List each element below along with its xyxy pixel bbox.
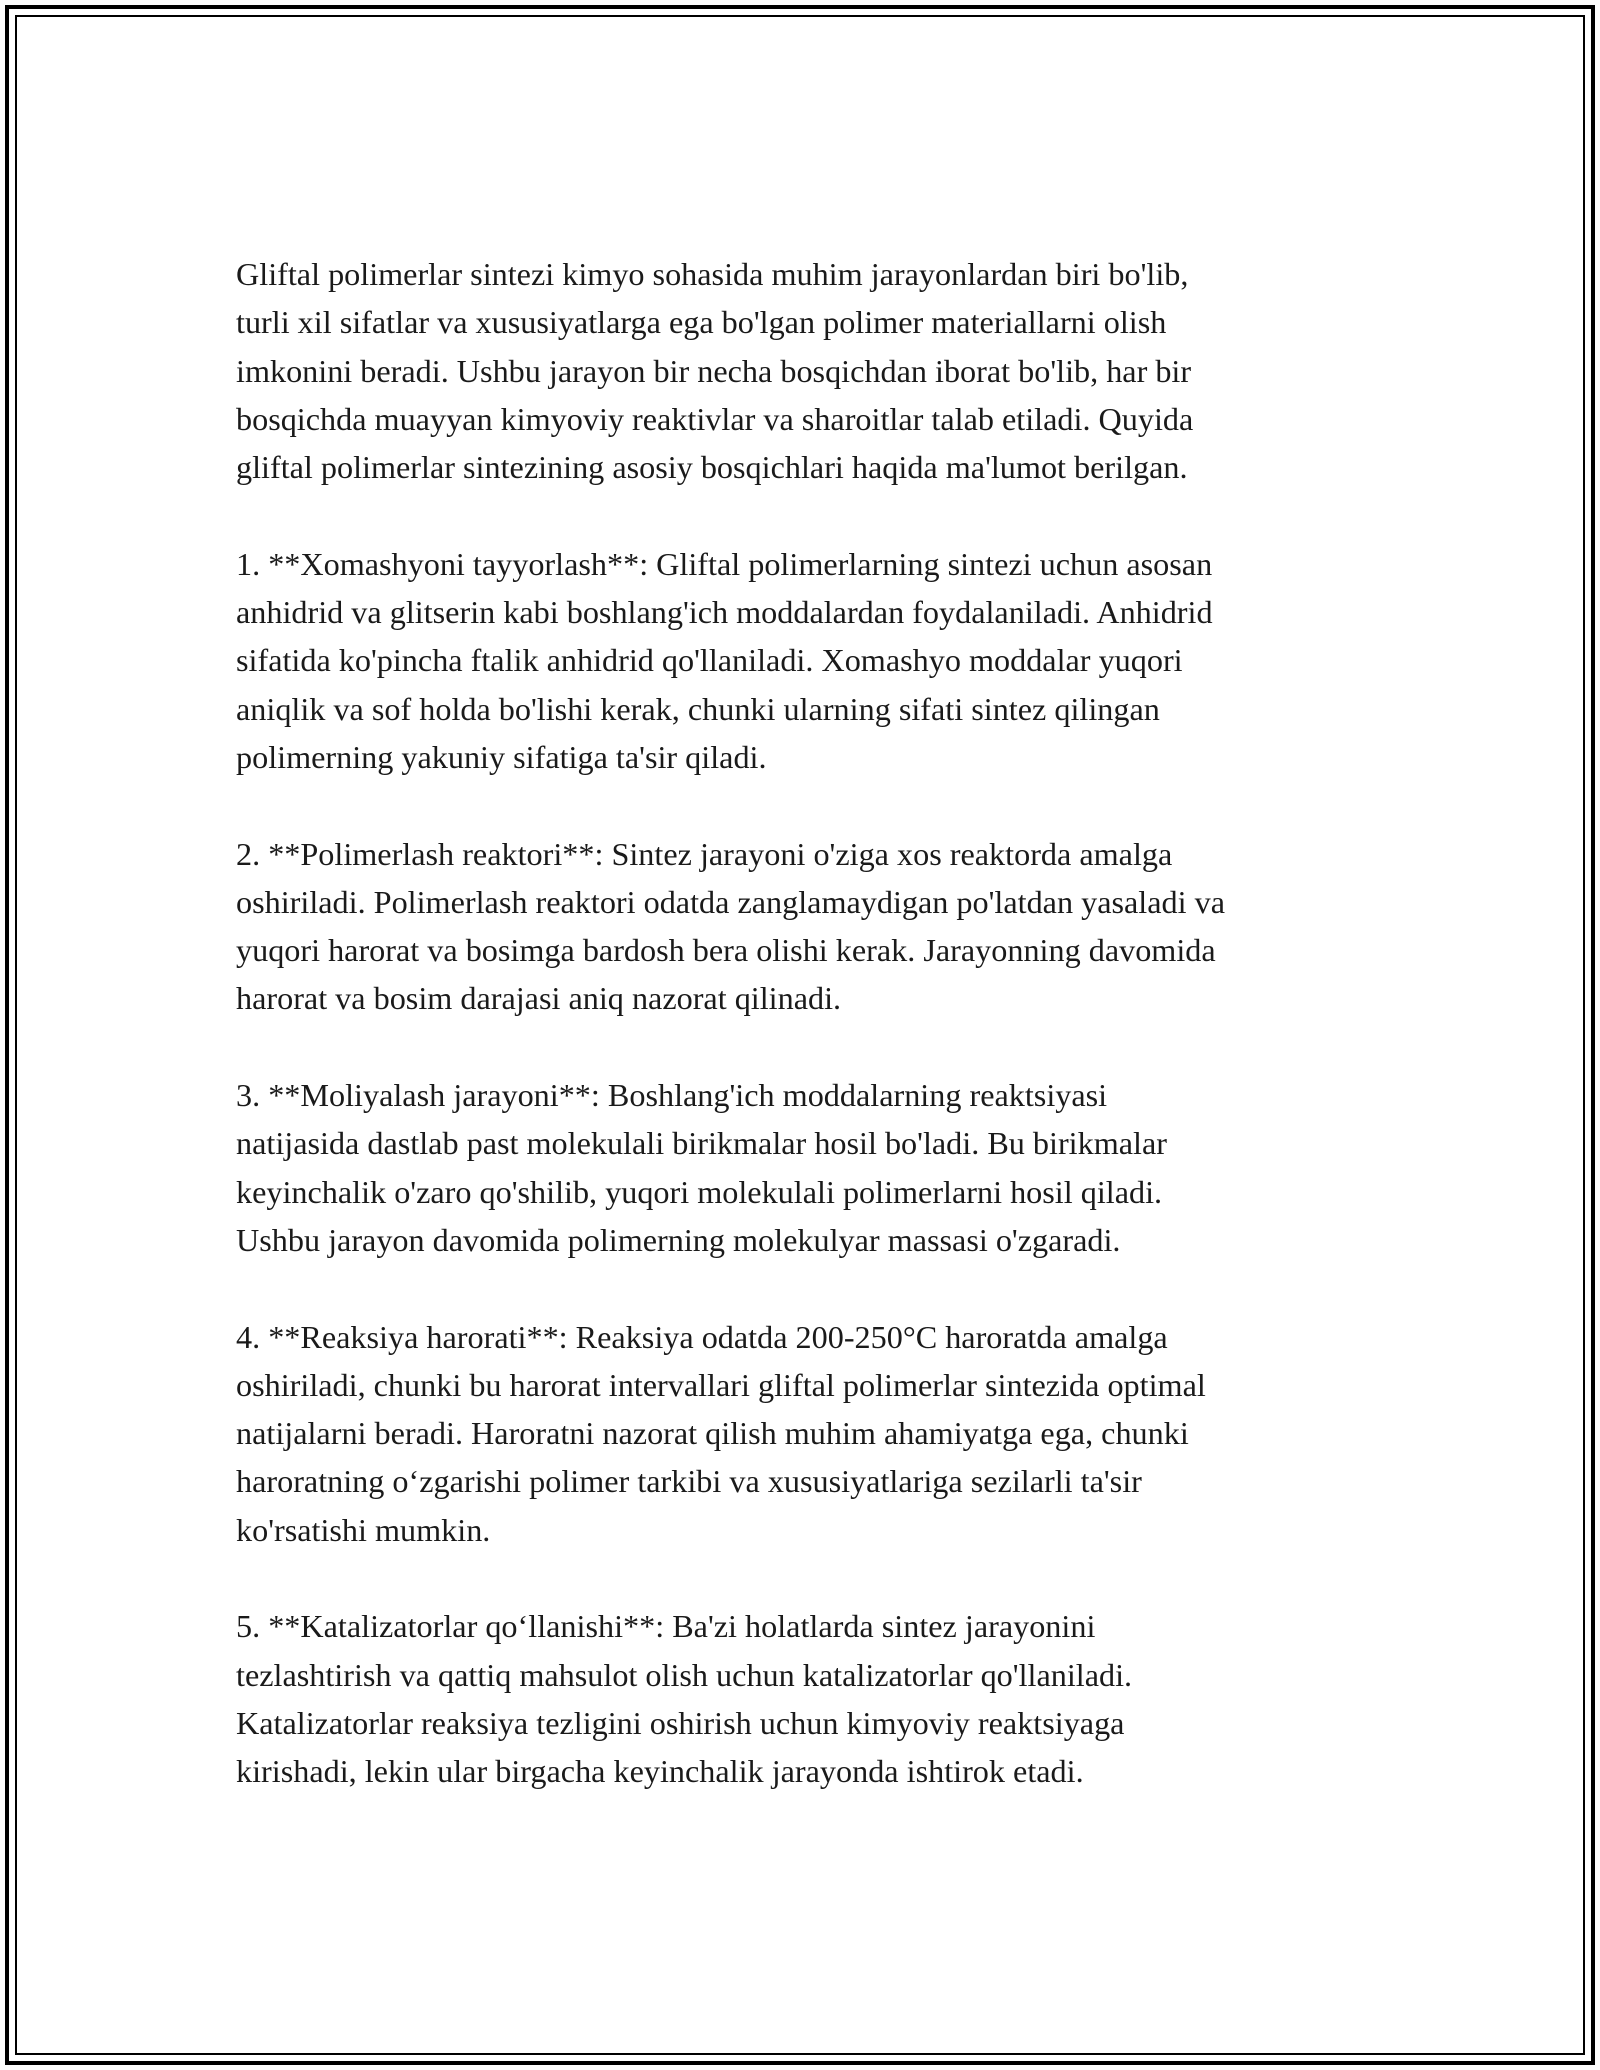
text-line: bosqichda muayyan kimyoviy reaktivlar va sharoitlar talab etiladi. Quyida: [236, 400, 1194, 437]
text-line: aniqlik va sof holda bo'lishi kerak, chunki ularning sifati sintez qilingan: [236, 690, 1160, 727]
text-line: 4. **Reaksiya harorati**: Reaksiya odatda 200-250°C haroratda amalga: [236, 1318, 1168, 1355]
text-line: yuqori harorat va bosimga bardosh bera olishi kerak. Jarayonning davomida: [236, 932, 1216, 969]
text-line: natijasida dastlab past molekulali birikmalar hosil bo'ladi. Bu birikmalar: [236, 1125, 1167, 1162]
text-line: haroratning oʻzgarishi polimer tarkibi va xususiyatlariga sezilarli ta'sir: [236, 1463, 1142, 1500]
document-body: [236, 250, 1376, 1796]
step-5-paragraph: [236, 1602, 1376, 1795]
text-line: 5. **Katalizatorlar qoʻllanishi**: Ba'zi holatlarda sintez jarayonini: [236, 1608, 1096, 1645]
text-line: 3. **Moliyalash jarayoni**: Boshlang'ich moddalarning reaktsiyasi: [236, 1077, 1108, 1114]
text-line: harorat va bosim darajasi aniq nazorat qilinadi.: [236, 980, 842, 1017]
text-line: Gliftal polimerlar sintezi kimyo sohasida muhim jarayonlardan biri bo'lib,: [236, 256, 1189, 292]
text-line: keyinchalik o'zaro qo'shilib, yuqori molekulali polimerlarni hosil qiladi.: [236, 1173, 1163, 1210]
text-line: tezlashtirish va qattiq mahsulot olish uchun katalizatorlar qo'llaniladi.: [236, 1656, 1133, 1693]
text-line: natijalarni beradi. Haroratni nazorat qilish muhim ahamiyatga ega, chunki: [236, 1415, 1189, 1452]
text-line: anhidrid va glitserin kabi boshlang'ich moddalardan foydalaniladi. Anhidrid: [236, 594, 1213, 631]
text-line: Ushbu jarayon davomida polimerning molekulyar massasi o'zgaradi.: [236, 1221, 1121, 1258]
text-line: ko'rsatishi mumkin.: [236, 1511, 491, 1548]
step-4-paragraph: [236, 1313, 1376, 1554]
step-2-paragraph: [236, 830, 1376, 1023]
step-1-paragraph: [236, 540, 1376, 781]
text-line: Katalizatorlar reaksiya tezligini oshirish uchun kimyoviy reaktsiyaga: [236, 1704, 1125, 1741]
text-line: imkonini beradi. Ushbu jarayon bir necha bosqichdan iborat bo'lib, har bir: [236, 352, 1192, 389]
text-line: turli xil sifatlar va xususiyatlarga ega bo'lgan polimer materiallarni olish: [236, 304, 1167, 341]
text-line: polimerning yakuniy sifatiga ta'sir qiladi.: [236, 738, 767, 775]
intro-paragraph: [236, 250, 1376, 491]
text-line: oshiriladi, chunki bu harorat intervallari gliftal polimerlar sintezida optimal: [236, 1366, 1206, 1403]
text-line: 2. **Polimerlash reaktori**: Sintez jarayoni o'ziga xos reaktorda amalga: [236, 835, 1173, 872]
text-line: oshiriladi. Polimerlash reaktori odatda zanglamaydigan po'latdan yasaladi va: [236, 883, 1225, 920]
text-line: kirishadi, lekin ular birgacha keyinchalik jarayonda ishtirok etadi.: [236, 1753, 1084, 1790]
step-3-paragraph: [236, 1071, 1376, 1264]
text-line: 1. **Xomashyoni tayyorlash**: Gliftal polimerlarning sintezi uchun asosan: [236, 545, 1213, 582]
text-line: gliftal polimerlar sintezining asosiy bosqichlari haqida ma'lumot berilgan.: [236, 449, 1188, 486]
text-line: sifatida ko'pincha ftalik anhidrid qo'llaniladi. Xomashyo moddalar yuqori: [236, 642, 1183, 679]
